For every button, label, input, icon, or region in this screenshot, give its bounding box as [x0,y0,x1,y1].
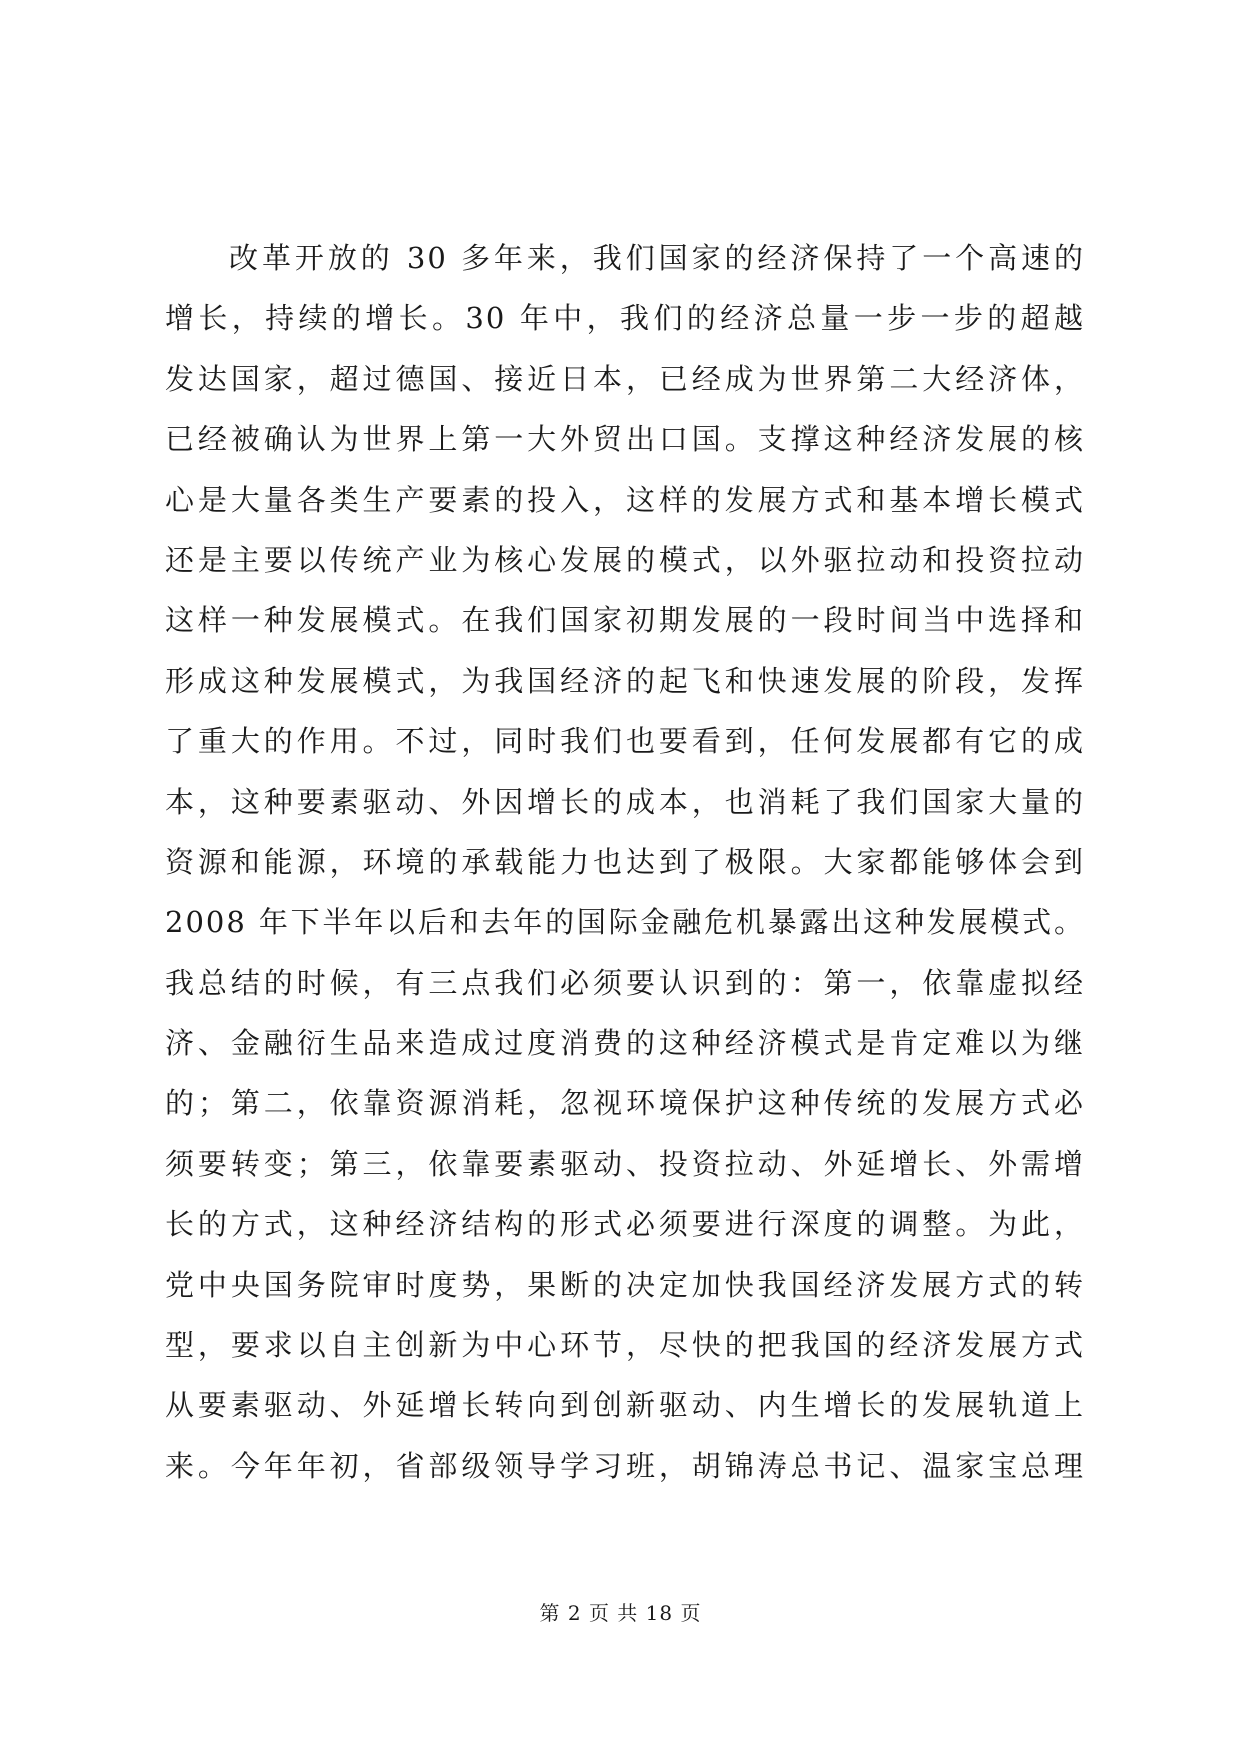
paragraph-line: 心是大量各类生产要素的投入，这样的发展方式和基本增长模式 [165,482,1085,517]
paragraph-line: 我总结的时候，有三点我们必须要认识到的：第一，依靠虚拟经 [165,965,1085,1000]
paragraph-line: 济、金融衍生品来造成过度消费的这种经济模式是肯定难以为继 [165,1026,1085,1061]
paragraph-line: 2008 年下半年以后和去年的国际金融危机暴露出这种发展模式。 [165,905,1085,940]
paragraph-line: 已经被确认为世界上第一大外贸出口国。支撑这种经济发展的核 [165,422,1085,457]
paragraph-line: 的；第二，依靠资源消耗，忽视环境保护这种传统的发展方式必 [165,1086,1085,1121]
paragraph-line: 了重大的作用。不过，同时我们也要看到，任何发展都有它的成 [165,724,1085,759]
paragraph-line: 须要转变；第三，依靠要素驱动、投资拉动、外延增长、外需增 [165,1146,1085,1181]
paragraph-line: 形成这种发展模式，为我国经济的起飞和快速发展的阶段，发挥 [165,663,1085,698]
paragraph-line: 发达国家，超过德国、接近日本，已经成为世界第二大经济体， [165,361,1085,396]
paragraph-line: 这样一种发展模式。在我们国家初期发展的一段时间当中选择和 [165,603,1085,638]
paragraph-line: 来。今年年初，省部级领导学习班，胡锦涛总书记、温家宝总理 [165,1448,1085,1483]
paragraph-line: 长的方式，这种经济结构的形式必须要进行深度的调整。为此， [165,1207,1085,1242]
paragraph-line: 资源和能源，环境的承载能力也达到了极限。大家都能够体会到 [165,844,1085,879]
paragraph-line: 改革开放的 30 多年来，我们国家的经济保持了一个高速的 [229,241,1085,275]
paragraph-line: 型，要求以自主创新为中心环节，尽快的把我国的经济发展方式 [165,1328,1085,1363]
body-paragraph [165,228,1085,1496]
paragraph-line: 从要素驱动、外延增长转向到创新驱动、内生增长的发展轨道上 [165,1388,1085,1423]
paragraph-line: 本，这种要素驱动、外因增长的成本，也消耗了我们国家大量的 [165,784,1085,819]
paragraph-line: 增长，持续的增长。30 年中，我们的经济总量一步一步的超越 [165,301,1085,336]
paragraph-line: 还是主要以传统产业为核心发展的模式，以外驱拉动和投资拉动 [165,542,1085,577]
page-number-footer: 第 2 页 共 18 页 [539,1601,702,1625]
paragraph-line: 党中央国务院审时度势，果断的决定加快我国经济发展方式的转 [165,1267,1085,1302]
